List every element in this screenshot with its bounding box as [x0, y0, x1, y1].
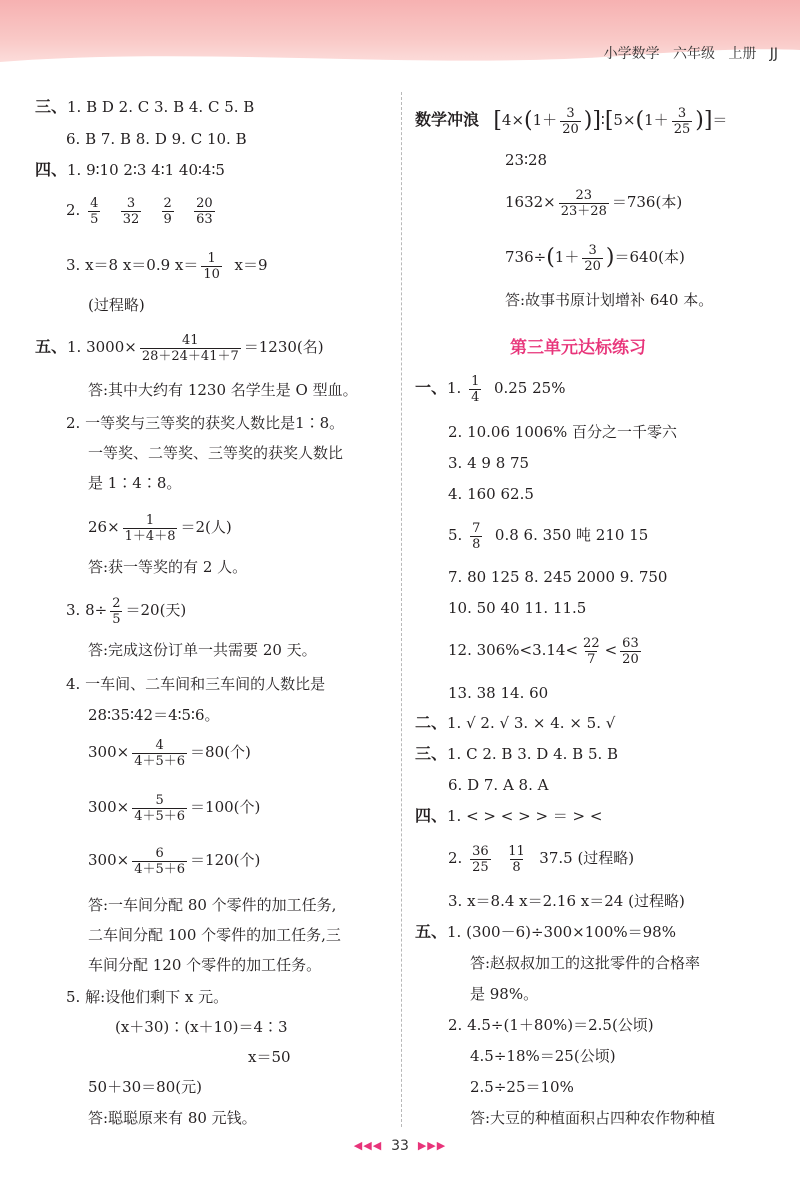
s5-4-line1: 4. 一车间、二车间和三车间的人数比是	[66, 675, 326, 693]
u4-1: 四、1. < > < > > ＝ > <	[415, 806, 603, 825]
s5-5-line4: 50＋30＝80(元)	[88, 1078, 202, 1096]
fraction: $\frac{1}{1+4+8}$	[124, 512, 176, 544]
s5-5-line1: 5. 解:设他们剩下 x 元。	[66, 988, 229, 1006]
fraction: $\frac{20}{63}$	[196, 195, 213, 227]
u4-3: 3. x＝8.4 x＝2.16 x＝24 (过程略)	[448, 892, 685, 910]
s5-4-line2: 28∶35∶42＝4∶5∶6。	[88, 706, 220, 724]
fraction: $\frac{2}{5}$	[112, 595, 121, 627]
page-number: 33	[391, 1138, 409, 1154]
right-arrows-icon: ▶▶▶	[417, 1139, 447, 1152]
surf-line3: 1632× $\frac{23}{23+28}$ ＝736(本)	[505, 187, 683, 219]
s4-line2: 2. $\frac{4}{5}$ $\frac{3}{32}$ $\frac{2}{9}$ $\frac{20}{63}$	[66, 195, 213, 227]
s5-2-line3: 是 1∶4∶8。	[88, 474, 182, 492]
u5-2-line3: 2.5÷25＝10%	[470, 1078, 574, 1096]
s5-4-answer2: 二车间分配 100 个零件的加工任务,三	[88, 926, 341, 944]
fraction: $\frac{7}{8}$	[472, 520, 481, 552]
surf-equation: 数学冲浪 [4×(1＋ $\frac{3}{20}$ )]∶[5×(1＋ $\frac{3}{25}$ )]＝	[415, 105, 728, 137]
u1-1: 一、1. $\frac{1}{4}$ 0.25 25%	[415, 373, 566, 405]
u3-line2: 6. D 7. A 8. A	[448, 776, 549, 794]
fraction: $\frac{3}{20}$	[584, 242, 601, 274]
header-band	[0, 0, 800, 70]
s5-4-answer3: 车间分配 120 个零件的加工任务。	[88, 956, 322, 974]
u1-7: 7. 80 125 8. 245 2000 9. 750	[448, 568, 668, 586]
s5-1-answer: 答:其中大约有 1230 名学生是 O 型血。	[88, 381, 358, 399]
u4-2: 2. $\frac{36}{25}$ $\frac{11}{8}$ 37.5 (过程略)	[448, 843, 635, 875]
s4-note: (过程略)	[88, 296, 145, 314]
fraction: $\frac{11}{8}$	[508, 843, 525, 875]
fraction: $\frac{22}{7}$	[583, 635, 600, 667]
s3-line2: 6. B 7. B 8. D 9. C 10. B	[66, 130, 247, 148]
u5-2-line2: 4.5÷18%＝25(公顷)	[470, 1047, 616, 1065]
fraction: $\frac{3}{32}$	[122, 195, 140, 227]
s5-4-eq2: 300× $\frac{5}{4+5+6}$ ＝100(个)	[88, 792, 261, 824]
unit-title: 第三单元达标练习	[510, 338, 646, 358]
u5-1-answer2: 是 98%。	[470, 985, 539, 1003]
surf-answer: 答:故事书原计划增补 640 本。	[505, 291, 714, 309]
surf-label: 数学冲浪	[415, 110, 480, 129]
s5-2-line2: 一等奖、二等奖、三等奖的获奖人数比	[88, 444, 344, 462]
s5-5-line3: x＝50	[248, 1048, 291, 1066]
left-arrows-icon: ◀◀◀	[353, 1139, 383, 1152]
s5-5-line2: (x＋30)∶(x＋10)＝4∶3	[115, 1018, 288, 1036]
fraction: $\frac{4}{4+5+6}$	[134, 737, 186, 769]
u2: 二、1. √ 2. √ 3. × 4. × 5. √	[415, 713, 616, 732]
header-info: 小学数学 六年级 上册 JJ	[603, 46, 778, 62]
s5-2-line1: 2. 一等奖与三等奖的获奖人数比是1∶8。	[66, 414, 345, 432]
s5-5-answer: 答:聪聪原来有 80 元钱。	[88, 1109, 257, 1127]
s5-1-equation: 五、1. 3000× $\frac{41}{28+24+41+7}$ ＝1230(名)	[35, 332, 324, 364]
u1-4: 4. 160 62.5	[448, 485, 534, 503]
s4-line1: 四、1. 9∶10 2∶3 4∶1 40∶4∶5	[35, 160, 225, 179]
s5-4-answer1: 答:一车间分配 80 个零件的加工任务,	[88, 896, 337, 914]
u5-2-line1: 2. 4.5÷(1＋80%)＝2.5(公顷)	[448, 1016, 654, 1034]
fraction: $\frac{63}{20}$	[622, 635, 639, 667]
fraction: $\frac{3}{20}$	[562, 105, 579, 137]
s5-2-equation: 26× $\frac{1}{1+4+8}$ ＝2(人)	[88, 512, 232, 544]
u1-2: 2. 10.06 1006% 百分之一千零六	[448, 423, 677, 441]
u5-1-answer1: 答:赵叔叔加工的这批零件的合格率	[470, 954, 701, 972]
u3-line1: 三、1. C 2. B 3. D 4. B 5. B	[415, 744, 619, 763]
surf-line2: 23∶28	[505, 151, 548, 169]
u1-3: 3. 4 9 8 75	[448, 454, 530, 472]
fraction: $\frac{1}{10}$	[203, 250, 220, 282]
s5-3-answer: 答:完成这份订单一共需要 20 天。	[88, 641, 317, 659]
u1-5: 5. $\frac{7}{8}$ 0.8 6. 350 吨 210 15	[448, 520, 649, 552]
fraction: $\frac{3}{25}$	[673, 105, 691, 137]
column-divider	[401, 92, 402, 1127]
u5-1: 五、1. (300－6)÷300×100%＝98%	[415, 922, 676, 941]
fraction: $\frac{1}{4}$	[471, 373, 480, 405]
s5-2-answer: 答:获一等奖的有 2 人。	[88, 558, 248, 576]
u1-12: 12. 306%<3.14< $\frac{22}{7}$ < $\frac{63}{20}$	[448, 635, 639, 667]
page-footer	[0, 1138, 800, 1154]
fraction: $\frac{2}{9}$	[163, 195, 172, 227]
fraction: $\frac{41}{28+24+41+7}$	[141, 332, 239, 364]
s3-line1: 三、1. B D 2. C 3. B 4. C 5. B	[35, 97, 255, 116]
fraction: $\frac{5}{4+5+6}$	[134, 792, 186, 824]
u1-13: 13. 38 14. 60	[448, 684, 549, 702]
fraction: $\frac{36}{25}$	[472, 843, 489, 875]
u1-10: 10. 50 40 11. 11.5	[448, 599, 587, 617]
s5-4-eq1: 300× $\frac{4}{4+5+6}$ ＝80(个)	[88, 737, 251, 769]
s5-3-equation: 3. 8÷ $\frac{2}{5}$ ＝20(天)	[66, 595, 187, 627]
fraction: $\frac{4}{5}$	[90, 195, 99, 227]
surf-line4: 736÷(1＋ $\frac{3}{20}$ )＝640(本)	[505, 242, 685, 274]
u5-2-answer: 答:大豆的种植面积占四种农作物种植	[470, 1109, 716, 1127]
fraction: $\frac{23}{23+28}$	[560, 187, 607, 219]
fraction: $\frac{6}{4+5+6}$	[134, 845, 186, 877]
s4-line3: 3. x＝8 x＝0.9 x＝ $\frac{1}{10}$ x＝9	[66, 250, 268, 282]
s5-4-eq3: 300× $\frac{6}{4+5+6}$ ＝120(个)	[88, 845, 261, 877]
